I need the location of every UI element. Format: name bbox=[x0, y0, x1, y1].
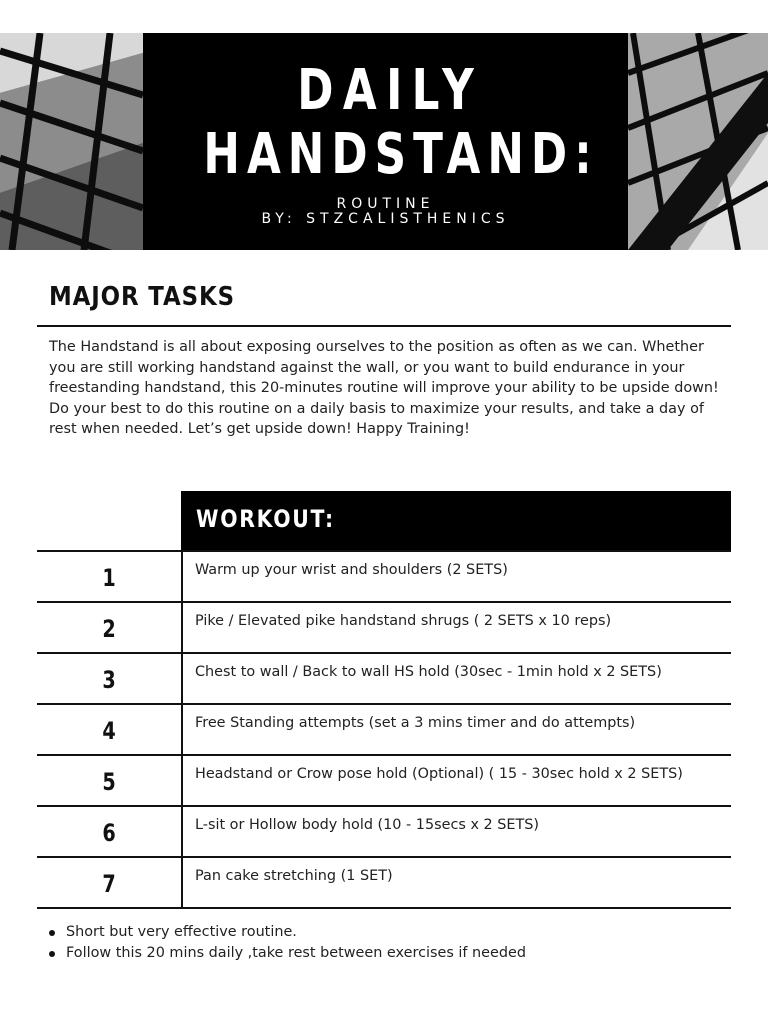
row-task: Pike / Elevated pike handstand shrugs ( 2 SETS x 10 reps) bbox=[195, 613, 612, 629]
table-row bbox=[37, 856, 731, 909]
table-row bbox=[37, 754, 731, 805]
column-divider bbox=[181, 705, 183, 754]
workout-table bbox=[37, 550, 731, 909]
row-number: 5 bbox=[102, 768, 116, 796]
row-task: Headstand or Crow pose hold (Optional) ( 15 - 30sec hold x 2 SETS) bbox=[195, 766, 683, 782]
table-row bbox=[37, 805, 731, 856]
row-number: 3 bbox=[102, 666, 116, 694]
table-row bbox=[37, 550, 731, 601]
byline: BY: STZCALISTHENICS bbox=[261, 211, 510, 227]
major-tasks-heading: MAJOR TASKS bbox=[49, 282, 235, 312]
subtitle: ROUTINE bbox=[336, 196, 435, 212]
building-photo-right bbox=[628, 33, 768, 250]
list-item: Follow this 20 mins daily ,take rest between exercises if needed bbox=[48, 943, 526, 964]
title-block bbox=[143, 33, 628, 250]
table-row bbox=[37, 601, 731, 652]
column-divider bbox=[181, 807, 183, 856]
list-item: Short but very effective routine. bbox=[48, 922, 526, 943]
row-number: 1 bbox=[102, 564, 116, 592]
workout-header bbox=[181, 491, 731, 551]
row-task: Free Standing attempts (set a 3 mins timer and do attempts) bbox=[195, 715, 636, 731]
intro-paragraph: The Handstand is all about exposing ourselves to the position as often as we can. Whether you are still working handstand against the wall, or you want to build endurance in your freestanding handstand, this 20-minutes routine will improve your ability to be upside down! Do your best to do this routine on a daily basis to maximize your results, and take a day of rest when needed. Let’s get upside down! Happy Training! bbox=[49, 339, 719, 437]
table-row bbox=[37, 703, 731, 754]
header-banner bbox=[0, 33, 768, 250]
row-task: Chest to wall / Back to wall HS hold (30sec - 1min hold x 2 SETS) bbox=[195, 664, 662, 680]
row-number: 4 bbox=[102, 717, 116, 745]
title-line-2: HANDSTAND: bbox=[203, 122, 599, 187]
column-divider bbox=[181, 654, 183, 703]
row-task: Warm up your wrist and shoulders (2 SETS) bbox=[195, 562, 508, 578]
notes-list bbox=[48, 922, 526, 964]
column-divider bbox=[181, 603, 183, 652]
workout-heading: WORKOUT: bbox=[196, 505, 335, 533]
column-divider bbox=[181, 552, 183, 601]
table-row bbox=[37, 652, 731, 703]
column-divider bbox=[181, 858, 183, 907]
row-number: 7 bbox=[102, 870, 116, 898]
row-task: L-sit or Hollow body hold (10 - 15secs x 2 SETS) bbox=[195, 817, 540, 833]
row-number: 6 bbox=[102, 819, 116, 847]
title-line-1: DAILY bbox=[297, 58, 484, 123]
row-number: 2 bbox=[102, 615, 116, 643]
row-task: Pan cake stretching (1 SET) bbox=[195, 868, 393, 884]
section-divider bbox=[37, 325, 731, 327]
building-photo-left bbox=[0, 33, 143, 250]
column-divider bbox=[181, 756, 183, 805]
